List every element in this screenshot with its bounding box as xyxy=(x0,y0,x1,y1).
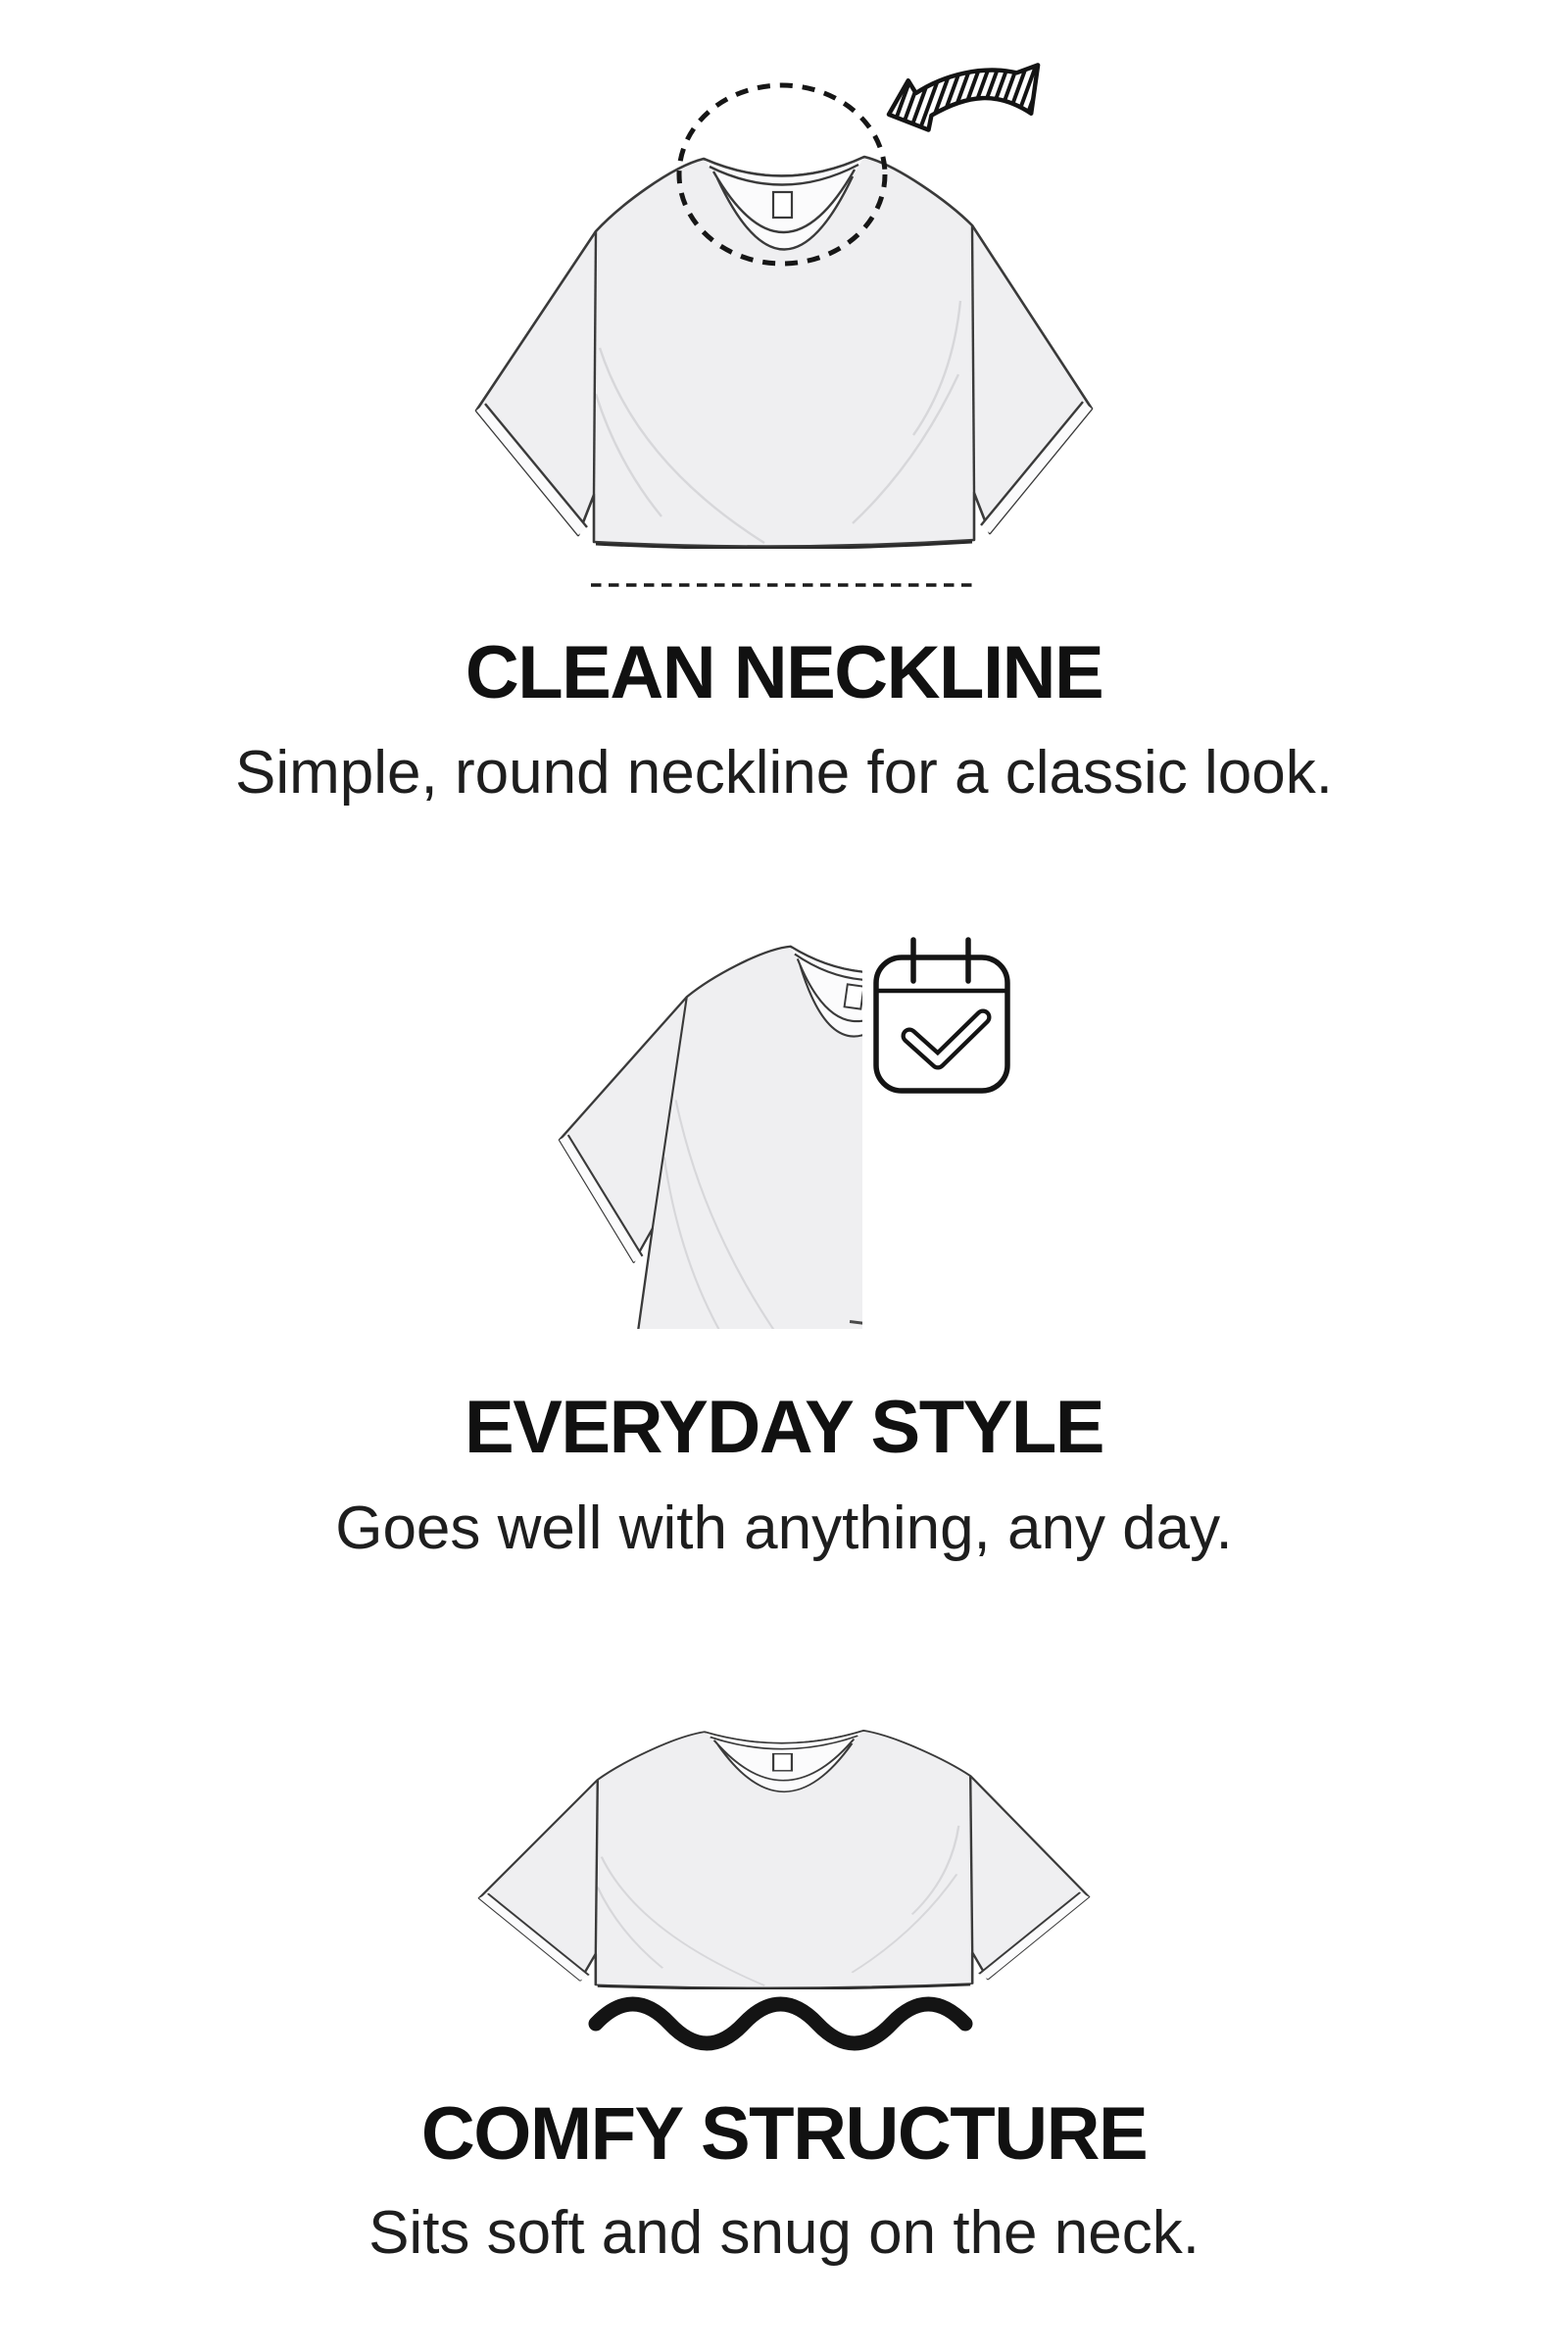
dashed-circle-icon xyxy=(676,81,888,268)
dashed-underline xyxy=(588,580,980,590)
tshirt-illustration-3 xyxy=(473,1719,1095,1989)
feature-title-structure: COMFY STRUCTURE xyxy=(420,2092,1148,2176)
feature-subtitle-neckline: Simple, round neckline for a classic look. xyxy=(235,739,1333,807)
wavy-line-icon xyxy=(588,1994,980,2053)
sketch-arrow-icon xyxy=(886,57,1047,135)
feature-title-style: EVERYDAY STYLE xyxy=(465,1386,1103,1469)
tshirt-illustration-2 xyxy=(534,921,862,1329)
calendar-check-icon xyxy=(872,936,1011,1098)
tshirt-illustration-2-clip xyxy=(534,921,862,1329)
feature-subtitle-style: Goes well with anything, any day. xyxy=(335,1494,1233,1562)
feature-subtitle-structure: Sits soft and snug on the neck. xyxy=(368,2199,1200,2267)
feature-title-neckline: CLEAN NECKLINE xyxy=(465,631,1103,714)
